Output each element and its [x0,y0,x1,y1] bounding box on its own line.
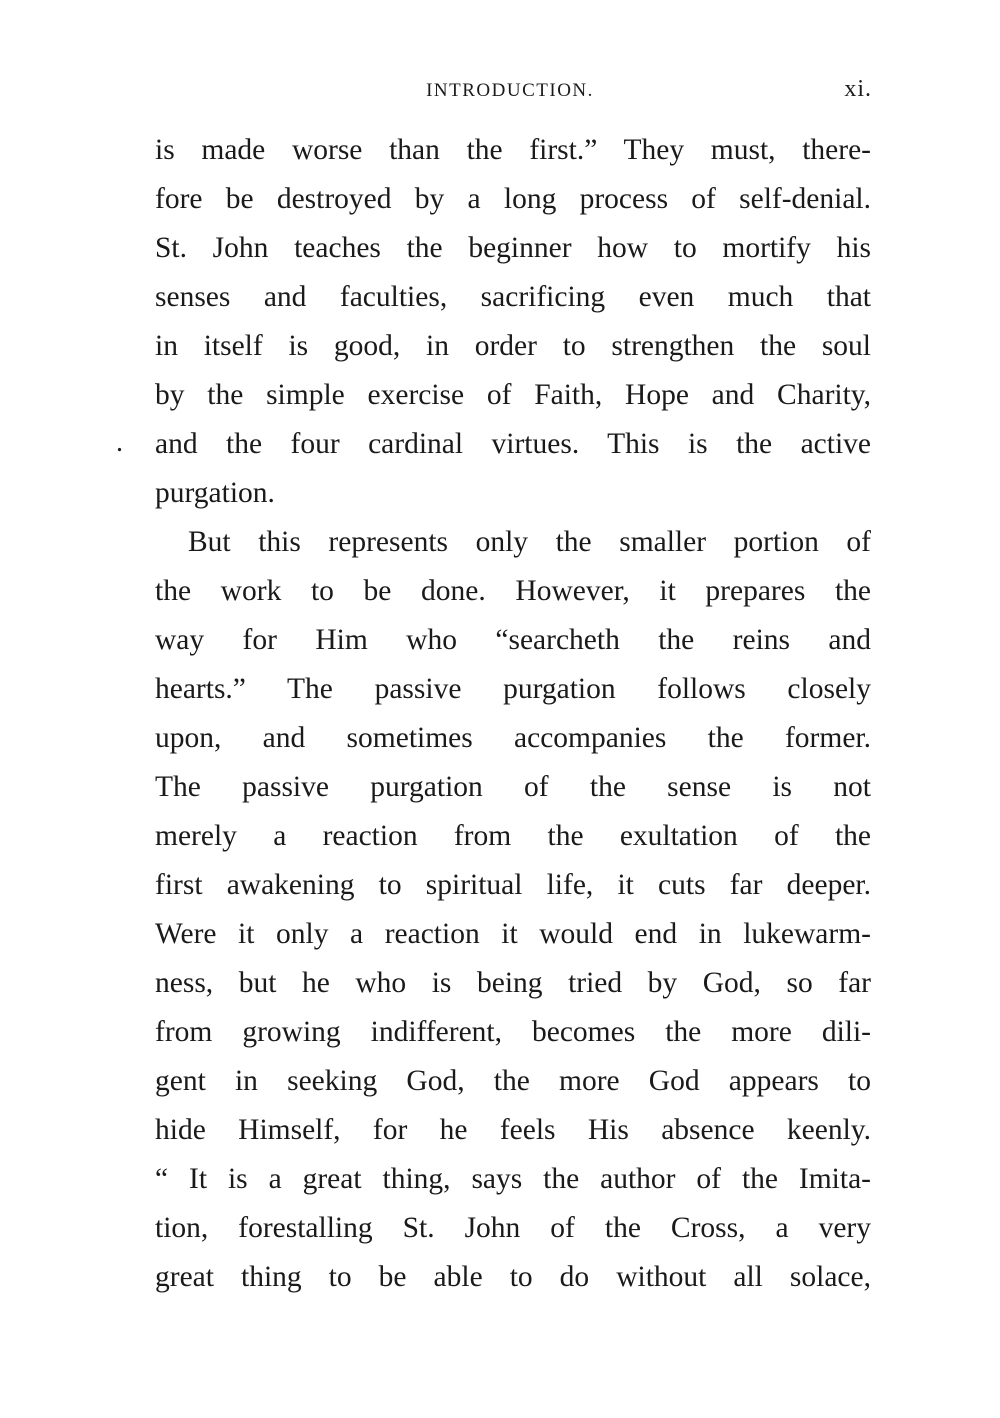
text-line: great thing to be able to do without all solace, [155,1261,871,1293]
text-line: hide Himself, for he feels His absence keenly. [155,1114,871,1146]
text-line: hearts.” The passive purgation follows closely [155,673,871,705]
text-line: by the simple exercise of Faith, Hope and Charity, [155,379,871,411]
text-line: tion, forestalling St. John of the Cross, a very [155,1212,871,1244]
text-line: purgation. [155,477,275,509]
text-line: from growing indifferent, becomes the more dili- [155,1016,871,1048]
text-line: is made worse than the first.” They must, there- [155,134,871,166]
text-line: upon, and sometimes accompanies the former. [155,722,871,754]
text-line: fore be destroyed by a long process of self-denial. [155,183,871,215]
text-line: But this represents only the smaller portion of [188,526,871,558]
text-line: the work to be done. However, it prepares the [155,575,871,607]
text-line: Were it only a reaction it would end in lukewarm- [155,918,871,950]
text-line: “ It is a great thing, says the author of the Imita- [155,1163,871,1195]
text-line: and the four cardinal virtues. This is the active [155,428,871,460]
text-line: St. John teaches the beginner how to mortify his [155,232,871,264]
text-line: senses and faculties, sacrificing even much that [155,281,871,313]
page-number: xi. [844,76,872,102]
running-title: INTRODUCTION. [426,80,594,101]
text-line: The passive purgation of the sense is not [155,771,871,803]
text-line: in itself is good, in order to strengthen the soul [155,330,871,362]
text-line: gent in seeking God, the more God appears to [155,1065,871,1097]
text-line: merely a reaction from the exultation of the [155,820,871,852]
text-line: first awakening to spiritual life, it cuts far deeper. [155,869,871,901]
text-line: ness, but he who is being tried by God, so far [155,967,871,999]
text-line: way for Him who “searcheth the reins and [155,624,871,656]
stray-mark: . [116,427,123,458]
body-text [155,128,871,1304]
